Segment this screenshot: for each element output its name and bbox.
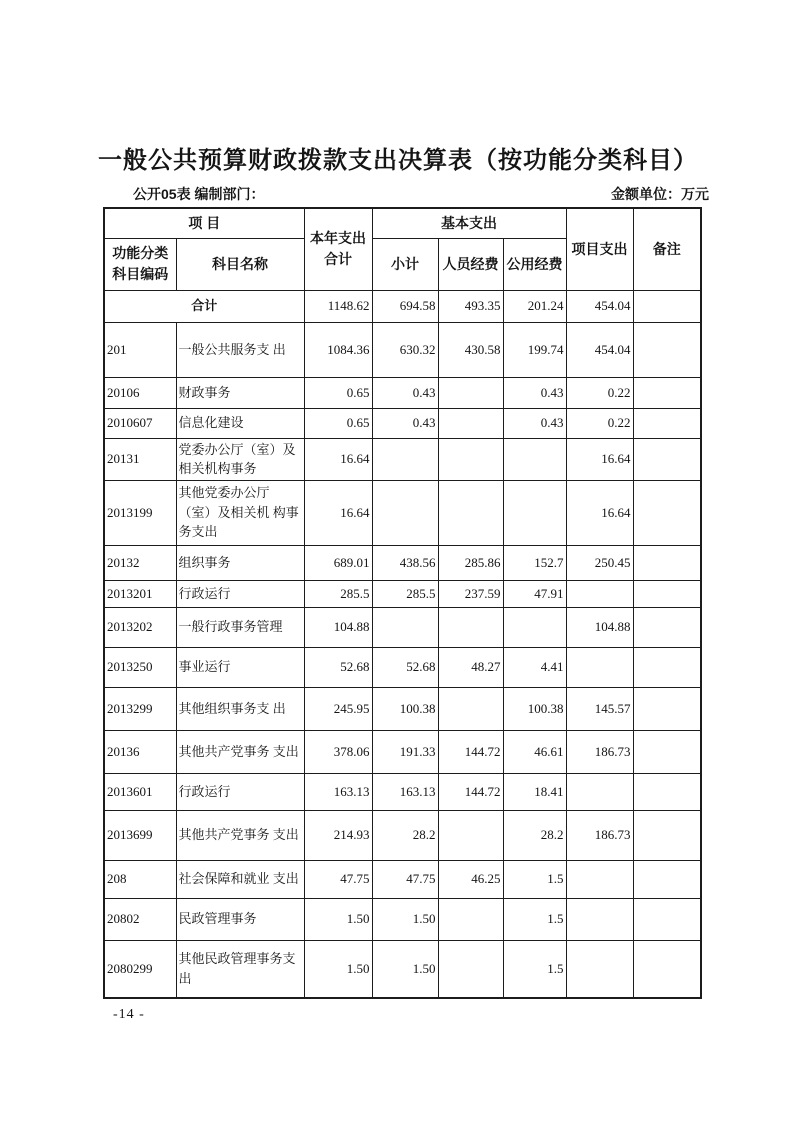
- table-row: [104, 940, 701, 998]
- page-title: 一般公共预算财政拨款支出决算表（按功能分类科目）: [98, 147, 698, 174]
- personnel-value-cell: 237.59: [438, 580, 503, 607]
- table-row: [104, 480, 701, 545]
- grand-total-row: [104, 290, 701, 322]
- function-code-cell: 2013299: [104, 687, 176, 730]
- header-row-1: [104, 208, 701, 238]
- total-value-cell: 1.50: [304, 898, 372, 940]
- total-value-cell: 104.88: [304, 607, 372, 647]
- public-value-cell: 46.61: [503, 730, 566, 773]
- project-value-cell: 0.22: [566, 408, 633, 438]
- personnel-value-cell: [438, 940, 503, 998]
- public-value-cell: 100.38: [503, 687, 566, 730]
- subject-name-cell: 其他党委办公厅（室）及相关机 构事务支出: [176, 480, 304, 545]
- subtotal-value-cell: 438.56: [372, 545, 438, 580]
- table-row: [104, 607, 701, 647]
- subject-name-cell: 行政运行: [176, 580, 304, 607]
- personnel-value-cell: 430.58: [438, 322, 503, 377]
- subject-name-cell: 党委办公厅（室）及相关机构事务: [176, 438, 304, 480]
- public-value-cell: 1.5: [503, 898, 566, 940]
- function-code-cell: 20131: [104, 438, 176, 480]
- function-code-cell: 2010607: [104, 408, 176, 438]
- subtotal-value-cell: 0.43: [372, 377, 438, 408]
- subject-name-cell: 一般公共服务支 出: [176, 322, 304, 377]
- subtotal-value-cell: [372, 438, 438, 480]
- table-row: [104, 647, 701, 687]
- public-value-cell: 152.7: [503, 545, 566, 580]
- project-value-cell: 145.57: [566, 687, 633, 730]
- function-code-cell: 2013601: [104, 773, 176, 810]
- personnel-value-cell: 144.72: [438, 730, 503, 773]
- remark-cell: [633, 408, 701, 438]
- personnel-value-cell: [438, 607, 503, 647]
- project-value-cell: 16.64: [566, 438, 633, 480]
- personnel-value-cell: [438, 480, 503, 545]
- table-row: [104, 580, 701, 607]
- subtotal-value-cell: 630.32: [372, 322, 438, 377]
- subject-name-cell: 民政管理事务: [176, 898, 304, 940]
- remark-cell: [633, 940, 701, 998]
- total-value-cell: 214.93: [304, 810, 372, 860]
- function-code-cell: 2013199: [104, 480, 176, 545]
- personnel-value-cell: 46.25: [438, 860, 503, 898]
- grand-total-project-value: 454.04: [566, 290, 633, 322]
- project-value-cell: [566, 940, 633, 998]
- function-code-cell: 20106: [104, 377, 176, 408]
- grand-total-subtotal-value: 694.58: [372, 290, 438, 322]
- subject-name-cell: 事业运行: [176, 647, 304, 687]
- subject-name-cell: 财政事务: [176, 377, 304, 408]
- grand-total-public-value: 201.24: [503, 290, 566, 322]
- remark-cell: [633, 898, 701, 940]
- table-row: [104, 730, 701, 773]
- grand-total-label: 合计: [104, 290, 304, 322]
- subtotal-value-cell: 52.68: [372, 647, 438, 687]
- subtotal-value-cell: 191.33: [372, 730, 438, 773]
- header-public-funds: 公用经费: [503, 238, 566, 290]
- function-code-cell: 2080299: [104, 940, 176, 998]
- public-value-cell: 1.5: [503, 860, 566, 898]
- public-value-cell: 4.41: [503, 647, 566, 687]
- subject-name-cell: 组织事务: [176, 545, 304, 580]
- table-row: [104, 773, 701, 810]
- remark-cell: [633, 773, 701, 810]
- subject-name-cell: 一般行政事务管理: [176, 607, 304, 647]
- remark-cell: [633, 860, 701, 898]
- project-value-cell: 250.45: [566, 545, 633, 580]
- subtotal-value-cell: 163.13: [372, 773, 438, 810]
- total-value-cell: 378.06: [304, 730, 372, 773]
- remark-cell: [633, 687, 701, 730]
- total-value-cell: 0.65: [304, 408, 372, 438]
- function-code-cell: 2013201: [104, 580, 176, 607]
- project-value-cell: [566, 898, 633, 940]
- table-row: [104, 438, 701, 480]
- total-value-cell: 689.01: [304, 545, 372, 580]
- remark-cell: [633, 810, 701, 860]
- grand-total-total-value: 1148.62: [304, 290, 372, 322]
- public-value-cell: 28.2: [503, 810, 566, 860]
- table-row: [104, 860, 701, 898]
- remark-cell: [633, 322, 701, 377]
- project-value-cell: [566, 580, 633, 607]
- header-basic-expenditure-group: 基本支出: [372, 208, 566, 238]
- public-value-cell: [503, 480, 566, 545]
- remark-cell: [633, 607, 701, 647]
- subject-name-cell: 其他民政管理事务支出: [176, 940, 304, 998]
- total-value-cell: 1.50: [304, 940, 372, 998]
- public-value-cell: 18.41: [503, 773, 566, 810]
- subject-name-cell: 行政运行: [176, 773, 304, 810]
- subtotal-value-cell: 285.5: [372, 580, 438, 607]
- public-value-cell: [503, 607, 566, 647]
- function-code-cell: 20802: [104, 898, 176, 940]
- page-number: -14 -: [113, 1007, 145, 1022]
- remark-cell: [633, 580, 701, 607]
- amount-unit-label: 金额单位：万元: [611, 186, 709, 202]
- form-code-and-department-label: 公开05表 编制部门：: [133, 186, 265, 202]
- header-remark: 备注: [633, 208, 701, 290]
- personnel-value-cell: [438, 408, 503, 438]
- personnel-value-cell: [438, 438, 503, 480]
- remark-cell: [633, 545, 701, 580]
- subtotal-value-cell: 1.50: [372, 898, 438, 940]
- remark-cell: [633, 647, 701, 687]
- total-value-cell: 16.64: [304, 438, 372, 480]
- subtotal-value-cell: [372, 607, 438, 647]
- public-value-cell: 1.5: [503, 940, 566, 998]
- total-value-cell: 52.68: [304, 647, 372, 687]
- project-value-cell: [566, 773, 633, 810]
- total-value-cell: 245.95: [304, 687, 372, 730]
- header-project-expenditure: 项目支出: [566, 208, 633, 290]
- subtotal-value-cell: 100.38: [372, 687, 438, 730]
- subject-name-cell: 信息化建设: [176, 408, 304, 438]
- project-value-cell: 104.88: [566, 607, 633, 647]
- header-year-expenditure-total: 本年支出合计: [304, 208, 372, 290]
- budget-table: [103, 207, 702, 999]
- project-value-cell: 186.73: [566, 730, 633, 773]
- function-code-cell: 20136: [104, 730, 176, 773]
- grand-total-personnel-value: 493.35: [438, 290, 503, 322]
- personnel-value-cell: 285.86: [438, 545, 503, 580]
- project-value-cell: 454.04: [566, 322, 633, 377]
- public-value-cell: 47.91: [503, 580, 566, 607]
- subject-name-cell: 社会保障和就业 支出: [176, 860, 304, 898]
- total-value-cell: 285.5: [304, 580, 372, 607]
- remark-cell: [633, 480, 701, 545]
- personnel-value-cell: 144.72: [438, 773, 503, 810]
- total-value-cell: 1084.36: [304, 322, 372, 377]
- function-code-cell: 201: [104, 322, 176, 377]
- subtotal-value-cell: [372, 480, 438, 545]
- remark-cell: [633, 377, 701, 408]
- table-row: [104, 898, 701, 940]
- header-subtotal: 小计: [372, 238, 438, 290]
- subtotal-value-cell: 28.2: [372, 810, 438, 860]
- subject-name-cell: 其他组织事务支 出: [176, 687, 304, 730]
- subject-name-cell: 其他共产党事务 支出: [176, 810, 304, 860]
- public-value-cell: 199.74: [503, 322, 566, 377]
- total-value-cell: 16.64: [304, 480, 372, 545]
- header-personnel-funds: 人员经费: [438, 238, 503, 290]
- header-subject-name: 科目名称: [176, 238, 304, 290]
- grand-total-remark-cell: [633, 290, 701, 322]
- remark-cell: [633, 438, 701, 480]
- function-code-cell: 2013250: [104, 647, 176, 687]
- header-item-group: 项 目: [104, 208, 304, 238]
- subject-name-cell: 其他共产党事务 支出: [176, 730, 304, 773]
- function-code-cell: 2013699: [104, 810, 176, 860]
- table-row: [104, 810, 701, 860]
- total-value-cell: 0.65: [304, 377, 372, 408]
- total-value-cell: 47.75: [304, 860, 372, 898]
- project-value-cell: [566, 860, 633, 898]
- project-value-cell: 186.73: [566, 810, 633, 860]
- total-value-cell: 163.13: [304, 773, 372, 810]
- project-value-cell: [566, 647, 633, 687]
- project-value-cell: 16.64: [566, 480, 633, 545]
- personnel-value-cell: [438, 377, 503, 408]
- personnel-value-cell: 48.27: [438, 647, 503, 687]
- subtotal-value-cell: 0.43: [372, 408, 438, 438]
- table-row: [104, 377, 701, 408]
- meta-row: [103, 184, 709, 204]
- table-row: [104, 322, 701, 377]
- public-value-cell: 0.43: [503, 377, 566, 408]
- personnel-value-cell: [438, 687, 503, 730]
- remark-cell: [633, 730, 701, 773]
- header-function-class-code: 功能分类 科目编码: [104, 238, 176, 290]
- personnel-value-cell: [438, 810, 503, 860]
- project-value-cell: 0.22: [566, 377, 633, 408]
- public-value-cell: 0.43: [503, 408, 566, 438]
- subtotal-value-cell: 1.50: [372, 940, 438, 998]
- function-code-cell: 20132: [104, 545, 176, 580]
- table-row: [104, 408, 701, 438]
- personnel-value-cell: [438, 898, 503, 940]
- public-value-cell: [503, 438, 566, 480]
- function-code-cell: 2013202: [104, 607, 176, 647]
- table-row: [104, 687, 701, 730]
- table-row: [104, 545, 701, 580]
- function-code-cell: 208: [104, 860, 176, 898]
- subtotal-value-cell: 47.75: [372, 860, 438, 898]
